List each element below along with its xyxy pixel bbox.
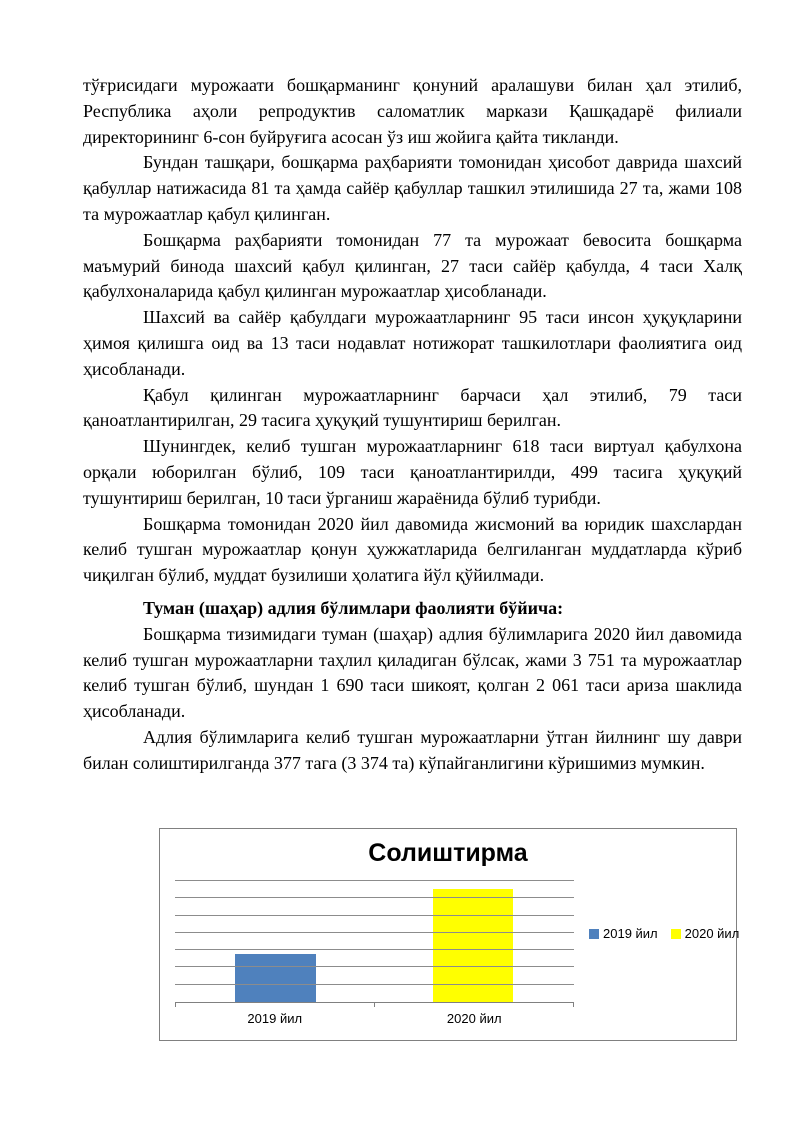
- paragraph: Шунингдек, келиб тушган мурожаатларнинг 618 таси виртуал қабулхона орқали юборилган бўлиб, 109 таси қаноатлантирилди, 499 тасига ҳуқуқий тушунтириш берилган, 10 таси ўрганиш жараёнида бўлиб турибди.: [83, 436, 742, 508]
- chart-plot-area: [175, 881, 574, 1003]
- legend-label: 2019 йил: [603, 926, 658, 941]
- axis-tick: [573, 1002, 574, 1007]
- section-heading: Туман (шаҳар) адлия бўлимлари фаолияти бўйича:: [143, 597, 564, 618]
- document-body: [83, 73, 742, 777]
- legend-item-2020: [671, 926, 740, 941]
- gridline: [175, 966, 574, 967]
- paragraph: Бошқарма раҳбарияти томонидан 77 та мурожаат бевосита бошқарма маъмурий бинода шахсий қабул қилинган, 27 таси сайёр қабулда, 4 таси Халқ қабулхоналарида қабул қилинган мурожаатлар ҳисобланади.: [83, 229, 742, 302]
- paragraph: тўғрисидаги мурожаати бошқарманинг қонуний аралашуви билан ҳал этилиб, Республика аҳоли репродуктив саломатлик маркази Қашқадарё филиали директорининг 6-сон буйруғига асосан ўз иш жойига қайта тикланди.: [83, 75, 742, 147]
- category-axis: [175, 1011, 574, 1026]
- gridline: [175, 949, 574, 950]
- chart-legend: [589, 926, 739, 941]
- paragraph: Қабул қилинган мурожаатларнинг барчаси ҳал этилиб, 79 таси қаноатлантирилган, 29 тасига ҳуқуқий тушунтириш берилган.: [83, 384, 742, 431]
- category-label-2020: 2020 йил: [446, 1011, 502, 1026]
- legend-label: 2020 йил: [684, 926, 740, 941]
- gridline: [175, 932, 574, 933]
- category-label-2019: 2019 йил: [247, 1011, 303, 1026]
- paragraph: Адлия бўлимларига келиб тушган мурожаатларни ўтган йилнинг шу даври билан солиштирилганда 377 тага (3 374 та) кўпайганлигини кўришимиз мумкин.: [83, 726, 742, 773]
- legend-item-2019: [589, 926, 658, 941]
- paragraph: Бошқарма томонидан 2020 йил давомида жисмоний ва юридик шахслардан келиб тушган мурожаатлар қонун ҳужжатларида белгиланган муддатларда кўриб чиқилган бўлиб, муддат бузилиши ҳолатига йўл қўйилмади.: [83, 513, 742, 586]
- axis-tick: [374, 1002, 375, 1007]
- chart-title: Солиштирма: [368, 839, 528, 867]
- gridline: [175, 897, 574, 898]
- bar-2019: [235, 954, 316, 1002]
- bar-2020: [433, 889, 513, 1002]
- comparison-bar-chart: [159, 828, 740, 1041]
- axis-tick: [175, 1002, 176, 1007]
- gridline: [175, 984, 574, 985]
- legend-swatch-blue-icon: [589, 929, 599, 939]
- legend-swatch-yellow-icon: [671, 929, 681, 939]
- gridline: [175, 915, 574, 916]
- gridline: [175, 880, 574, 881]
- paragraph: Шахсий ва сайёр қабулдаги мурожаатларнинг 95 таси инсон ҳуқуқларини ҳимоя қилишга оид ва 13 таси нодавлат нотижорат ташкилотлари фаолиятига оид ҳисобланади.: [83, 307, 742, 379]
- paragraph: Бундан ташқари, бошқарма раҳбарияти томонидан ҳисобот даврида шахсий қабуллар натижасида 81 та ҳамда сайёр қабуллар ташкил этилишида 27 та, жами 108 та мурожаатлар қабул қилинган.: [83, 152, 742, 224]
- paragraph: Бошқарма тизимидаги туман (шаҳар) адлия бўлимларига 2020 йил давомида келиб тушган мурожаатларни таҳлил қиладиган бўлсак, жами 3 751 та мурожаатлар келиб тушган бўлиб, шундан 1 690 таси шикоят, қолган 2 061 таси ариза шаклида ҳисобланади.: [83, 623, 742, 722]
